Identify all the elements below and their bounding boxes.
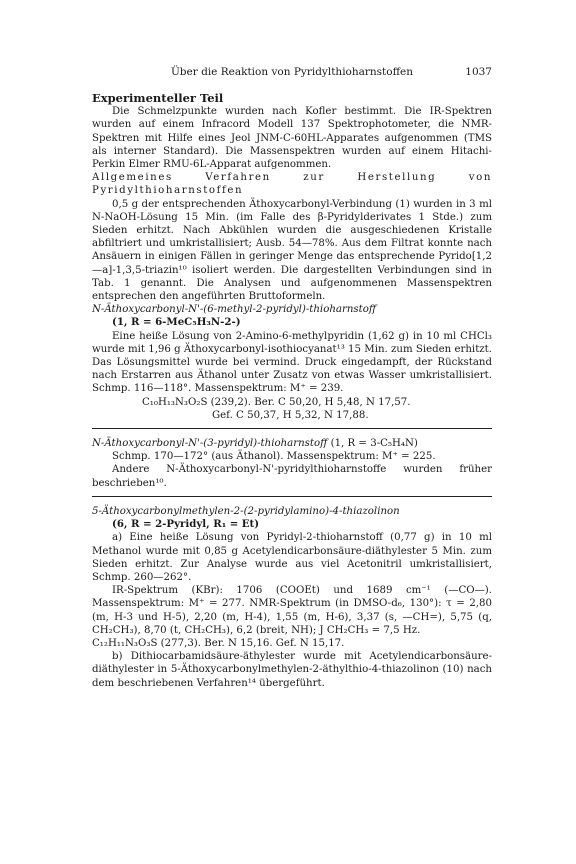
compound2-title <box>92 437 492 450</box>
compound1-title: N-Äthoxycarbonyl-N'-(6-methyl-2-pyridyl)-thioharnstoff <box>92 304 377 316</box>
running-header <box>92 66 492 80</box>
compound3-ir-nmr: IR-Spektrum (KBr): 1706 (COOEt) und 1689 cm⁻¹ (—CO—). Massenspektrum: M⁺ = 277. NMR-Spektrum (in DMSO-d₆, 130°): τ = 2,80 (m, H-3 und H-5), 2,20 (m, H-4), 1,55 (m, H-6), 3,37 (s, —CH=), 5,75 (q, CH₂CH₃), 8,70 (t, CH₂CH₃), 6,2 (breit, NH); J CH₂CH₃ = 7,5 Hz. <box>92 585 492 636</box>
section-heading: Experimenteller Teil <box>92 91 224 105</box>
compound3-analysis: C₁₂H₁₁N₃O₃S (277,3). Ber. N 15,16. Gef. N 15,17. <box>92 637 345 649</box>
compound1-analysis-calc: C₁₀H₁₃N₃O₂S (239,2). Ber. C 50,20, H 5,48, N 17,57. <box>142 396 411 408</box>
divider <box>92 428 492 429</box>
compound3-text-a: a) Eine heiße Lösung von Pyridyl-2-thioharnstoff (0,77 g) in 10 ml Methanol wurde mit 0,85 g Acetylendicarbonsäure-diäthylester 5 Min. zum Sieden erhitzt. Zur Analyse wurde aus viel Acetonitril umkristallisiert, Schmp. 260—262°. <box>92 532 492 583</box>
general-procedure-title: Allgemeines Verfahren zur Herstellung von Pyridylthioharnstoffen <box>92 172 492 197</box>
compound3-text-b: b) Dithiocarbamidsäure-äthylester wurde mit Acetylendicarbonsäure-diäthylester in 5-Äthoxycarbonylmethylen-2-äthylthio-4-thiazolinon (10) nach dem beschriebenen Verfahren¹⁴ übergeführt. <box>92 651 492 689</box>
compound2-text1: Schmp. 170—172° (aus Äthanol). Massenspektrum: M⁺ = 225. <box>112 451 436 463</box>
divider <box>92 496 492 497</box>
compound3-title: 5-Äthoxycarbonylmethylen-2-(2-pyridylamino)-4-thiazolinon <box>92 505 400 517</box>
header-title: Über die Reaktion von Pyridylthioharnstoffen <box>170 66 414 78</box>
general-procedure-text: 0,5 g der entsprechenden Äthoxycarbonyl-Verbindung (1) wurden in 3 ml N-NaOH-Lösung 15 Min. (im Falle des β-Pyridylderivates 1 Stde.) zum Sieden erhitzt. Nach Abkühlen wurden die ausgeschiedenen Kristalle abfiltriert und umkristallisiert; Ausb. 54—78%. Aus dem Filtrat konnte nach Ansäuern in einigen Fällen in geringer Menge das entsprechende Pyrido[1,2—a]-1,3,5-triazin¹⁰ isoliert werden. Die dargestellten Verbindungen sind in Tab. 1 genannt. Die Analysen und aufgenommenen Massenspektren entsprechen den angeführten Bruttoformeln. <box>92 198 492 303</box>
compound1-subtitle: (1, R = 6-MeC₅H₃N-2-) <box>112 316 241 329</box>
compound1-text: Eine heiße Lösung von 2-Amino-6-methylpyridin (1,62 g) in 10 ml CHCl₃ wurde mit 1,96 g Äthoxycarbonyl-isothiocyanat¹³ 15 Min. zum Sieden erhitzt. Das Lösungsmittel wurde bei vermind. Druck eingedampft, der Rückstand nach Erstarren aus Äthanol unter Zusatz von etwas Wasser umkristallisiert. Schmp. 116—118°. Massenspektrum: M⁺ = 239. <box>92 330 492 395</box>
article-body <box>92 92 492 690</box>
compound3-subtitle: (6, R = 2-Pyridyl, R₁ = Et) <box>112 518 260 531</box>
compound2-text2: Andere N-Äthoxycarbonyl-N'-pyridylthioharnstoffe wurden früher beschrieben¹⁰. <box>92 464 492 489</box>
compound2-title-suffix: (1, R = 3-C₅H₄N) <box>330 438 418 450</box>
intro-paragraph: Die Schmelzpunkte wurden nach Kofler bestimmt. Die IR-Spektren wurden auf einem Infracord Modell 137 Spektrophotometer, die NMR-Spektren mit Hilfe eines Jeol JNM-C-60HL-Apparates aufgenommen (TMS als interner Standard). Die Massenspektren wurden auf einem Hitachi-Perkin Elmer RMU-6L-Apparat aufgenommen. <box>92 106 492 171</box>
compound1-analysis-found: Gef. C 50,37, H 5,32, N 17,88. <box>212 409 369 421</box>
page-number: 1037 <box>465 66 492 78</box>
compound2-title-name: N-Äthoxycarbonyl-N'-(3-pyridyl)-thioharnstoff <box>92 438 328 450</box>
